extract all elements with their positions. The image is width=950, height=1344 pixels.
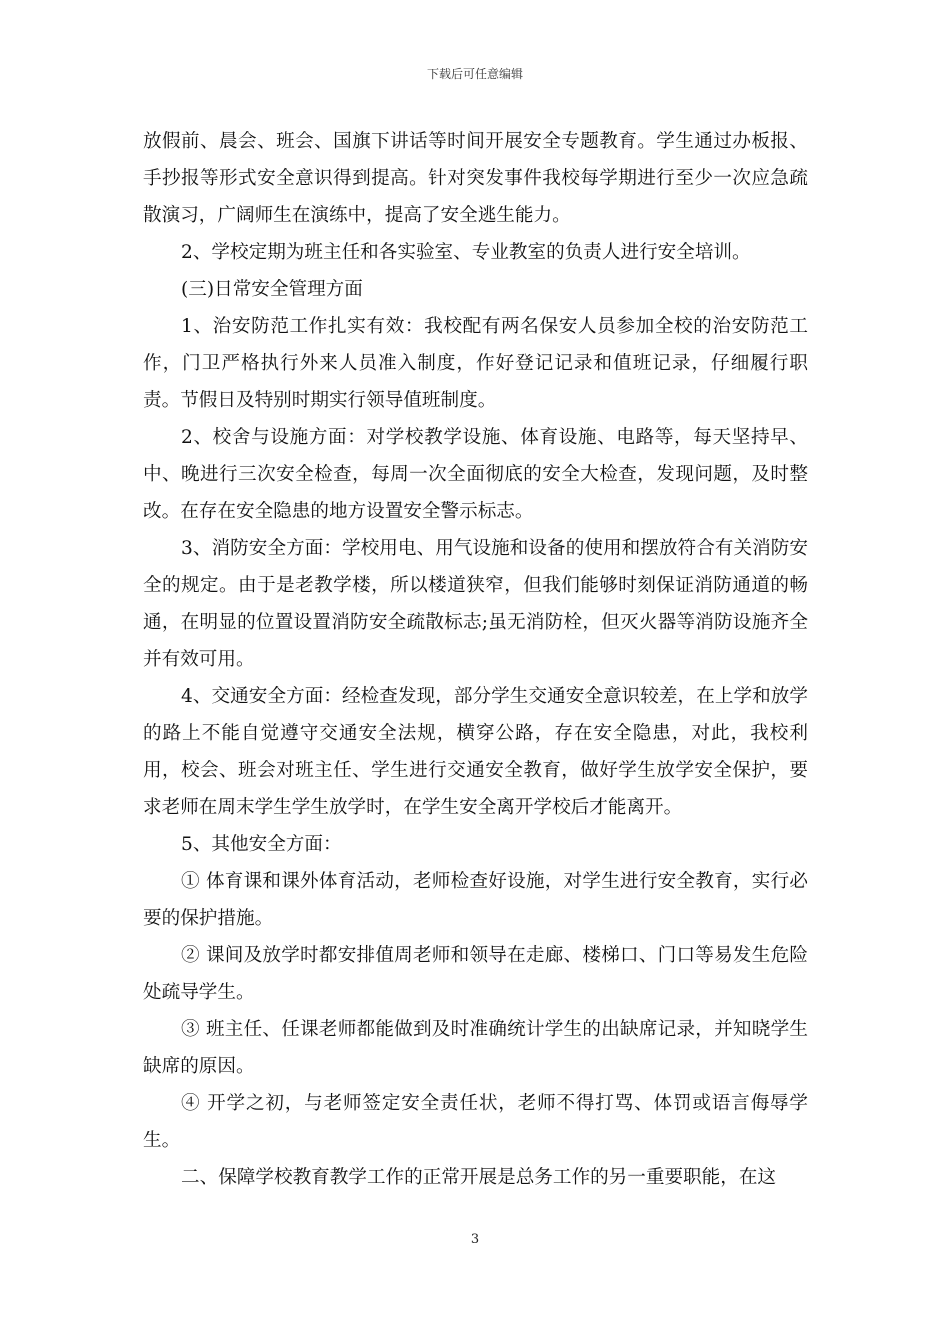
- paragraph-facilities: 2、校舍与设施方面：对学校教学设施、体育设施、电路等，每天坚持早、中、晚进行三次安全检查，每周一次全面彻底的安全大检查，发现问题，及时整改。在存在安全隐患的地方设置安全警示标志。: [143, 427, 808, 522]
- section-heading-daily-safety: (三)日常安全管理方面: [181, 279, 363, 300]
- document-body: [143, 123, 808, 1196]
- paragraph-security-guard: 1、治安防范工作扎实有效：我校配有两名保安人员参加全校的治安防范工作，门卫严格执行外来人员准入制度，作好登记记录和值班记录，仔细履行职责。节假日及特别时期实行领导值班制度。: [143, 316, 808, 411]
- paragraph-fire-safety: 3、消防安全方面：学校用电、用气设施和设备的使用和摆放符合有关消防安全的规定。由于是老教学楼，所以楼道狭窄，但我们能够时刻保证消防通道的畅通，在明显的位置设置消防安全疏散标志;虽无消防栓，但灭火器等消防设施齐全并有效可用。: [143, 538, 808, 670]
- list-item-pe-class: ① 体育课和课外体育活动，老师检查好设施，对学生进行安全教育，实行必要的保护措施。: [143, 871, 808, 929]
- paragraph-general-affairs: 二、保障学校教育教学工作的正常开展是总务工作的另一重要职能，在这: [181, 1167, 777, 1188]
- paragraph-traffic-safety: 4、交通安全方面：经检查发现，部分学生交通安全意识较差，在上学和放学的路上不能自觉遵守交通安全法规，横穿公路，存在安全隐患，对此，我校利用，校会、班会对班主任、学生进行交通安全教育，做好学生放学安全保护，要求老师在周末学生学生放学时，在学生安全离开学校后才能离开。: [143, 686, 808, 818]
- list-item-attendance: ③ 班主任、任课老师都能做到及时准确统计学生的出缺席记录，并知晓学生缺席的原因。: [143, 1019, 808, 1077]
- page-number: 3: [470, 1232, 480, 1247]
- page-header-note: 下载后可任意编辑: [426, 67, 523, 81]
- paragraph-other-safety: 5、其他安全方面：: [181, 834, 342, 855]
- list-item-responsibility: ④ 开学之初，与老师签定安全责任状，老师不得打骂、体罚或语言侮辱学生。: [143, 1093, 808, 1151]
- paragraph-safety-training: 2、学校定期为班主任和各实验室、专业教室的负责人进行安全培训。: [181, 242, 751, 263]
- paragraph-safety-education: 放假前、晨会、班会、国旗下讲话等时间开展安全专题教育。学生通过办板报、手抄报等形式安全意识得到提高。针对突发事件我校每学期进行至少一次应急疏散演习，广阔师生在演练中，提高了安全逃生能力。: [143, 131, 808, 226]
- list-item-break-duty: ② 课间及放学时都安排值周老师和领导在走廊、楼梯口、门口等易发生危险处疏导学生。: [143, 945, 808, 1003]
